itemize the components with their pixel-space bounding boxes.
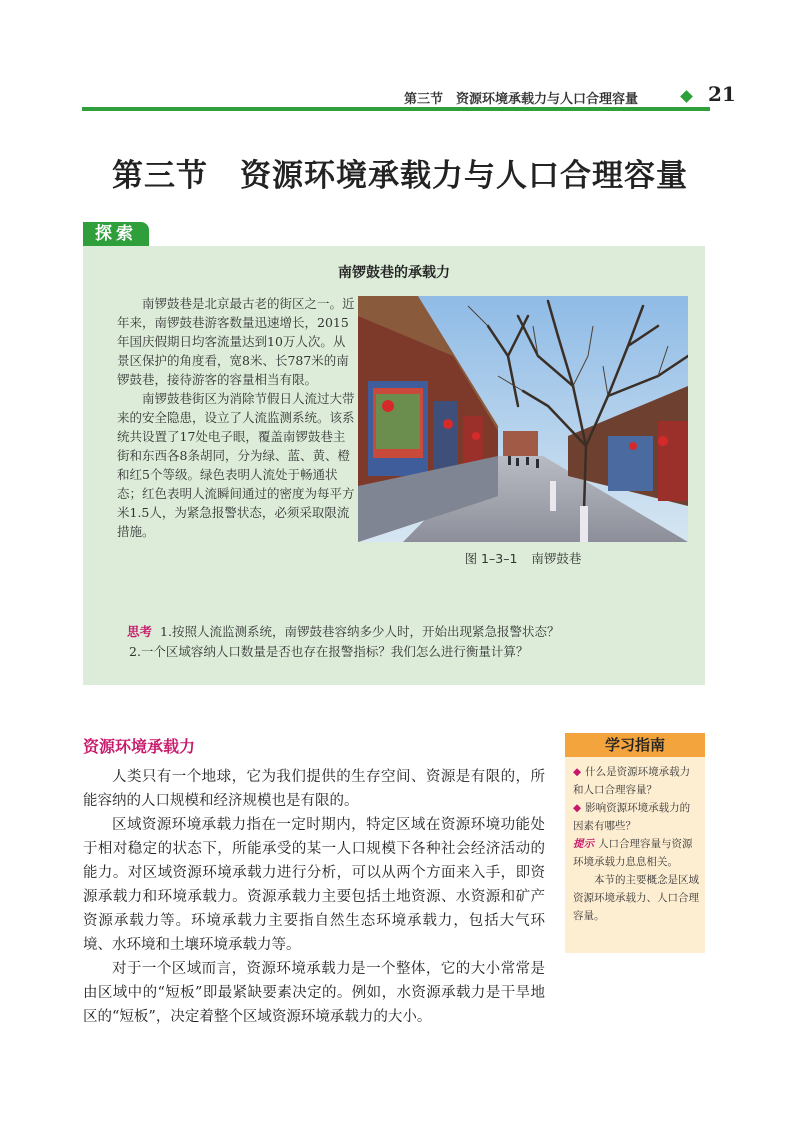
study-guide-box — [565, 733, 705, 953]
question-text: 1.按照人流监测系统，南锣鼓巷容纳多少人时，开始出现紧急报警状态？ — [160, 624, 560, 639]
explore-tab: 探索 — [83, 222, 149, 247]
think-question-1 — [127, 622, 687, 642]
diamond-bullet-icon: ◆ — [573, 766, 582, 778]
think-label: 思考 — [127, 624, 153, 639]
tip-text: 人口合理容量与资源环境承载力息息相关。 — [573, 838, 693, 868]
guide-note: 本节的主要概念是区域资源环境承载力、人口合理容量。 — [573, 874, 699, 922]
guide-item — [573, 799, 699, 835]
body-paragraph: 区域资源环境承载力指在一定时期内，特定区域在资源环境功能处于相对稳定的状态下，所能承受的某一人口规模下各种社会经济活动的能力。对区域资源环境承载力进行分析，可以从两个方面来入手，即资源承载力和环境承载力。资源承载力主要包括土地资源、水资源和矿产资源承载力等。环境承载力主要指自然生态环境承载力，包括大气环境、水环境和土壤环境承载力等。 — [83, 817, 545, 953]
alley-photo-illustration — [358, 296, 688, 542]
guide-item — [573, 763, 699, 799]
section-body — [83, 765, 545, 1029]
explore-paragraph: 南锣鼓巷是北京最古老的街区之一。近年来，南锣鼓巷游客数量迅速增长，2015年国庆假期日均客流量达到10万人次。从景区保护的角度看，宽8米、长787米的南锣鼓巷，接待游客的容量相当有限。 — [117, 296, 355, 387]
chapter-title: 第三节 资源环境承载力与人口合理容量 — [112, 158, 688, 194]
alley-photo — [358, 296, 688, 542]
body-paragraph: 人类只有一个地球，它为我们提供的生存空间、资源是有限的，所能容纳的人口规模和经济规模也是有限的。 — [83, 769, 545, 809]
header-section-title: 第三节 资源环境承载力与人口合理容量 — [404, 92, 639, 107]
page-number: 21 — [708, 82, 736, 106]
study-guide-content — [573, 763, 699, 925]
guide-item-text: 影响资源环境承载力的因素有哪些？ — [573, 802, 691, 832]
guide-item-text: 什么是资源环境承载力和人口合理容量？ — [573, 766, 691, 796]
figure-caption — [358, 549, 688, 567]
study-guide-title: 学习指南 — [565, 733, 705, 757]
figure-caption-text: 南锣鼓巷 — [531, 551, 582, 566]
header-rule — [82, 107, 710, 111]
tip-label: 提示 — [573, 838, 594, 850]
explore-paragraph: 南锣鼓巷街区为消除节假日人流过大带来的安全隐患，设立了人流监测系统。该系统共设置了17处电子眼，覆盖南锣鼓巷主街和东西各8条胡同，分为绿、蓝、黄、橙和红5个等级。绿色表明人流处于畅通状态；红色表明人流瞬间通过的密度为每平方米1.5人，为紧急报警状态，必须采取限流措施。 — [117, 391, 355, 539]
body-paragraph: 对于一个区域而言，资源环境承载力是一个整体，它的大小常常是由区域中的“短板”即最紧缺要素决定的。例如，水资源承载力是干旱地区的“短板”，决定着整个区域资源环境承载力的大小。 — [83, 961, 545, 1025]
explore-text — [117, 294, 357, 541]
guide-tip — [573, 835, 699, 871]
explore-box — [83, 246, 705, 685]
explore-title: 南锣鼓巷的承载力 — [338, 265, 450, 281]
figure-number: 图 1–3–1 — [464, 551, 518, 566]
think-question-2: 2.一个区域容纳人口数量是否也存在报警指标？我们怎么进行衡量计算？ — [129, 644, 529, 659]
diamond-bullet-icon: ◆ — [573, 802, 582, 814]
section-heading: 资源环境承载力 — [83, 737, 196, 756]
think-block — [127, 622, 687, 662]
